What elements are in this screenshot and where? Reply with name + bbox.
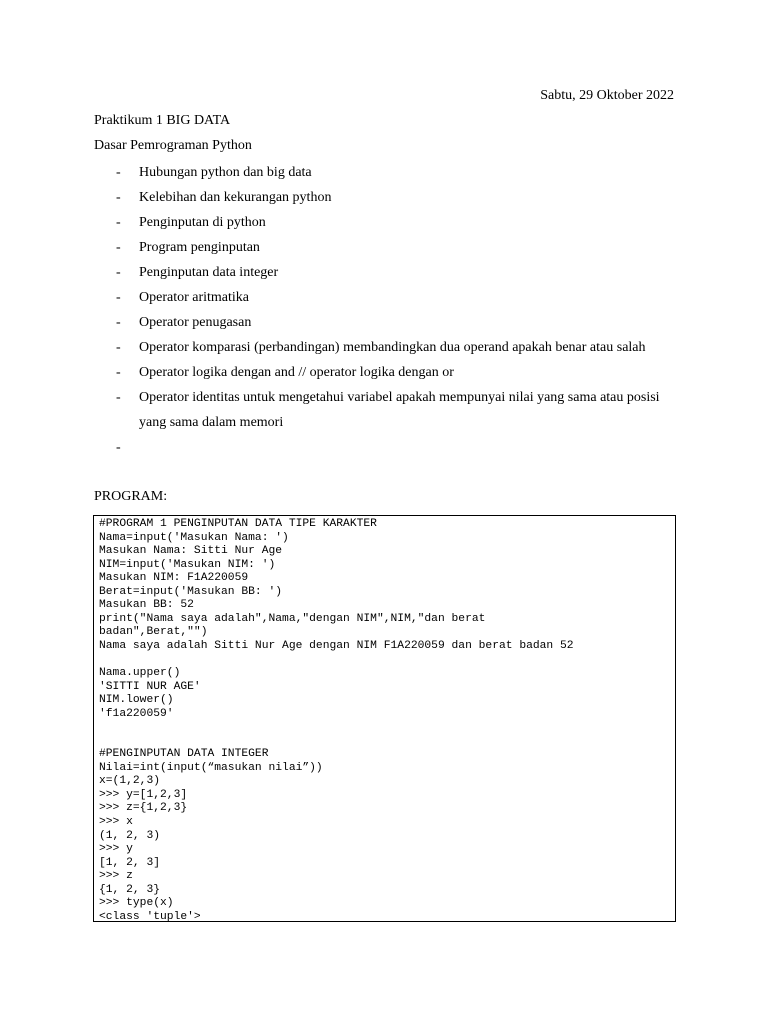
- list-item: [94, 335, 680, 360]
- document-date: Sabtu, 29 Oktober 2022: [540, 88, 674, 103]
- list-item-text: Operator penugasan: [139, 315, 252, 330]
- bullet-dash: -: [116, 315, 121, 330]
- list-item-text: Operator identitas untuk mengetahui variabel apakah mempunyai nilai yang sama atau posisi yang sama dalam memori: [139, 390, 660, 430]
- program-heading: PROGRAM:: [94, 489, 168, 504]
- code-line: [1, 2, 3]: [99, 856, 161, 869]
- code-line: 'SITTI NUR AGE': [99, 680, 201, 693]
- list-item: [94, 235, 680, 260]
- document-subtitle: Dasar Pemrograman Python: [94, 138, 252, 153]
- code-line: NIM.lower(): [99, 694, 174, 707]
- code-line: Nama.upper(): [99, 667, 181, 680]
- code-line: >>> z={1,2,3}: [99, 802, 188, 815]
- bullet-dash: -: [116, 215, 121, 230]
- code-line: >>> x: [99, 816, 133, 829]
- code-line: x=(1,2,3): [99, 775, 161, 788]
- list-item-text: Program penginputan: [139, 240, 260, 255]
- code-line: print("Nama saya adalah",Nama,"dengan NIM",NIM,"dan berat: [99, 612, 486, 625]
- list-item: [94, 310, 680, 335]
- code-line: #PROGRAM 1 PENGINPUTAN DATA TIPE KARAKTER: [99, 518, 377, 530]
- document-title: Praktikum 1 BIG DATA: [94, 113, 231, 128]
- list-item: [94, 385, 680, 435]
- code-line: >>> y: [99, 843, 133, 856]
- code-line: Masukan Nama: Sitti Nur Age: [99, 545, 283, 558]
- code-line: #PENGINPUTAN DATA INTEGER: [99, 748, 269, 761]
- code-line: >>> y=[1,2,3]: [99, 788, 188, 801]
- code-line: NIM=input('Masukan NIM: '): [99, 558, 276, 571]
- bullet-dash: -: [116, 265, 121, 280]
- list-item-text: Operator logika dengan and // operator logika dengan or: [139, 365, 454, 380]
- code-line: badan",Berat,""): [99, 626, 208, 639]
- code-block: [93, 515, 676, 922]
- code-line: Masukan BB: 52: [99, 599, 194, 612]
- bullet-dash: -: [116, 290, 121, 305]
- code-line: {1, 2, 3}: [99, 883, 161, 896]
- code-line: Berat=input('Masukan BB: '): [99, 585, 283, 598]
- list-item-text: Operator komparasi (perbandingan) membandingkan dua operand apakah benar atau salah: [139, 340, 646, 355]
- code-listing: [99, 516, 670, 924]
- code-line: >>> type(x): [99, 897, 174, 910]
- bullet-dash: -: [116, 240, 121, 255]
- list-item: [94, 285, 680, 310]
- code-line: Masukan NIM: F1A220059: [99, 572, 249, 585]
- code-line: Nama saya adalah Sitti Nur Age dengan NIM F1A220059 dan berat badan 52: [99, 639, 574, 652]
- list-item-text: Penginputan di python: [139, 215, 266, 230]
- code-line: >>> z: [99, 870, 133, 883]
- bullet-dash: -: [116, 190, 121, 205]
- topic-list: [94, 160, 680, 460]
- list-item-text: Operator aritmatika: [139, 290, 250, 305]
- bullet-dash: -: [116, 440, 121, 455]
- code-line: Nama=input('Masukan Nama: '): [99, 531, 289, 544]
- list-item-text: Kelebihan dan kekurangan python: [139, 190, 332, 205]
- code-line: Nilai=int(input(“masukan nilai”)): [99, 761, 323, 774]
- code-line: <class 'tuple'>: [99, 910, 201, 923]
- bullet-dash: -: [116, 390, 121, 405]
- list-item: [94, 360, 680, 385]
- bullet-dash: -: [116, 365, 121, 380]
- list-item: [94, 435, 680, 460]
- list-item: [94, 260, 680, 285]
- bullet-dash: -: [116, 165, 121, 180]
- list-item: [94, 210, 680, 235]
- list-item: [94, 185, 680, 210]
- list-item: [94, 160, 680, 185]
- list-item-text: Hubungan python dan big data: [139, 165, 312, 180]
- bullet-dash: -: [116, 340, 121, 355]
- code-line: 'f1a220059': [99, 707, 174, 720]
- code-line: (1, 2, 3): [99, 829, 161, 842]
- list-item-text: Penginputan data integer: [139, 265, 279, 280]
